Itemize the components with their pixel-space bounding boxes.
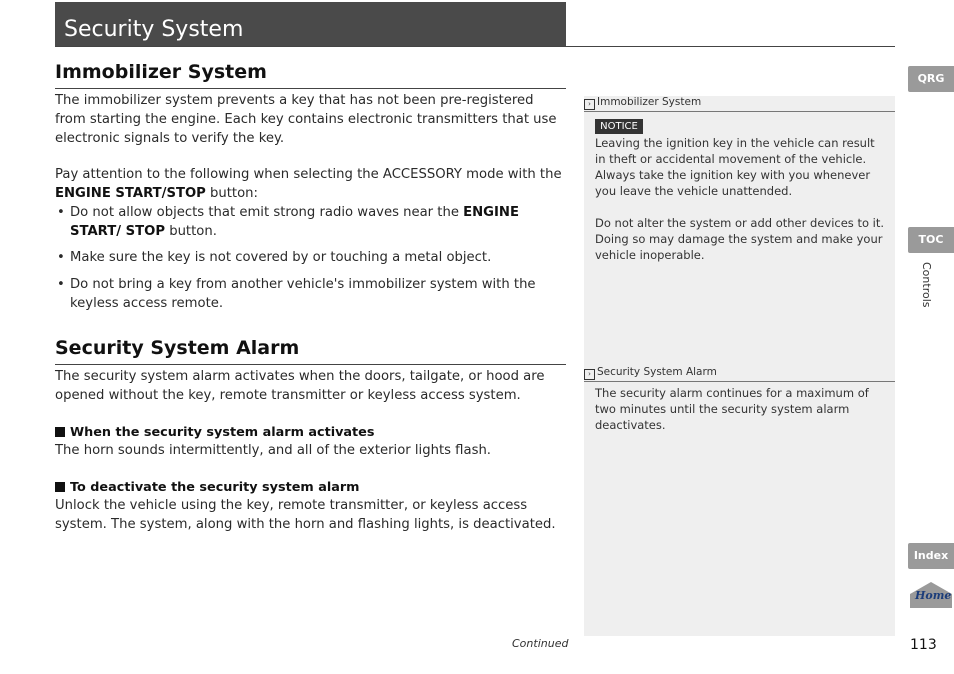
- accessory-note-suffix: button:: [205, 185, 258, 201]
- page-number: 113: [910, 637, 937, 653]
- alarm-deactivate-text: Unlock the vehicle using the key, remote transmitter, or keyless access system. The system, along with the horn and flashing lights, is deactivated.: [55, 498, 556, 532]
- alarm-activates-text: The horn sounds intermittently, and all of the exterior lights flash.: [55, 443, 491, 458]
- side-divider: [584, 381, 895, 382]
- square-bullet-icon: [55, 427, 65, 437]
- accessory-note-text: Pay attention to the following when selecting the ACCESSORY mode with the: [55, 167, 562, 182]
- section-label: Controls: [920, 262, 933, 308]
- alarm-divider: [55, 364, 566, 365]
- immobilizer-divider: [55, 88, 566, 89]
- alarm-reference-link[interactable]: › Security System Alarm: [584, 365, 895, 381]
- alarm-intro: [55, 368, 565, 406]
- index-tab[interactable]: Index: [908, 543, 954, 569]
- alarm-deactivate-heading: To deactivate the security system alarm: [55, 479, 360, 497]
- alarm-activates-heading: When the security system alarm activates: [55, 424, 374, 442]
- continued-label: Continued: [512, 637, 569, 650]
- immobilizer-intro: [55, 92, 565, 148]
- square-bullet-icon: [55, 482, 65, 492]
- bullet-suffix: button.: [165, 223, 217, 239]
- immobilizer-accessory-note: [55, 166, 565, 204]
- notice-badge: NOTICE: [595, 119, 643, 134]
- toc-tab[interactable]: TOC: [908, 227, 954, 253]
- bullet-text: Make sure the key is not covered by or touching a metal object.: [70, 250, 492, 265]
- alarm-heading: Security System Alarm: [55, 337, 300, 359]
- engine-start-stop-label: ENGINE START/STOP: [55, 185, 206, 201]
- immobilizer-reference-link[interactable]: › Immobilizer System: [584, 95, 895, 111]
- page-title-bar: [55, 2, 566, 46]
- immobilizer-para1: The immobilizer system prevents a key that has not been pre-registered from starting the engine. Each key contains electronic transmitters that use electronic signals to verify the key.: [55, 93, 557, 146]
- home-button[interactable]: [908, 580, 954, 610]
- home-label: Home: [915, 589, 952, 602]
- reference-arrow-icon: ›: [584, 369, 595, 380]
- notice-text: Leaving the ignition key in the vehicle can result in theft or accidental movement of the vehicle. Always take the ignition key with you whenever you leave the vehicle unattended. Do not alter the system or add other devices to it. Doing so may damage the system and make your vehicle inoperable.: [595, 136, 884, 262]
- bullet-text: Do not bring a key from another vehicle's immobilizer system with the keyless access remote.: [70, 277, 536, 311]
- side-divider: [584, 111, 895, 112]
- qrg-tab[interactable]: QRG: [908, 66, 954, 92]
- alarm-para1: The security system alarm activates when the doors, tailgate, or hood are opened without the key, remote transmitter or keyless access system.: [55, 369, 545, 403]
- bullet-bold: ENGINE START/ STOP: [70, 205, 519, 239]
- title-divider: [55, 46, 895, 47]
- reference-arrow-icon: ›: [584, 99, 595, 110]
- immobilizer-heading: Immobilizer System: [55, 61, 267, 83]
- page-title: Security System: [64, 17, 244, 42]
- bullet-text: Do not allow objects that emit strong radio waves near the: [70, 205, 464, 220]
- alarm-side-text: The security alarm continues for a maximum of two minutes until the security system alarm deactivates.: [595, 386, 869, 432]
